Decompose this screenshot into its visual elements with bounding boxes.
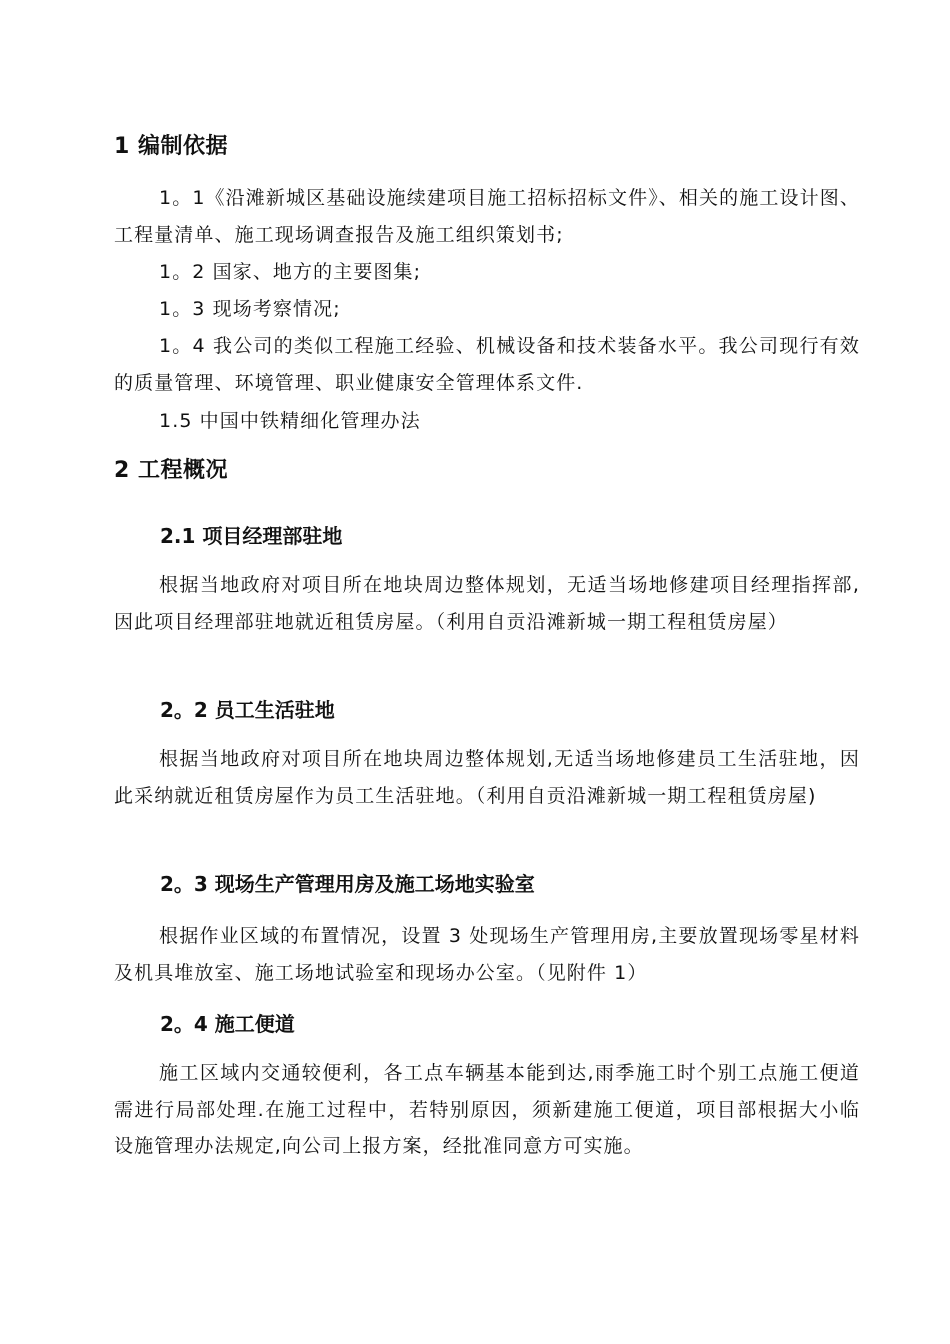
- subsection-heading-2-3: 2。3 现场生产管理用房及施工场地实验室: [160, 872, 535, 896]
- section-heading-2: 2 工程概况: [114, 458, 228, 483]
- subsection-body-2-4: 施工区域内交通较便利，各工点车辆基本能到达,雨季施工时个别工点施工便道需进行局部处理.在施工过程中，若特别原因，须新建施工便道，项目部根据大小临设施管理办法规定,向公司上报方案，经批准同意方可实施。: [114, 1062, 860, 1157]
- subsection-body-2-3: 根据作业区域的布置情况，设置 3 处现场生产管理用房,主要放置现场零星材料及机具堆放室、施工场地试验室和现场办公室。（见附件 1）: [114, 925, 860, 984]
- subsection-body-2-2: 根据当地政府对项目所在地块周边整体规划,无适当场地修建员工生活驻地，因此采纳就近租赁房屋作为员工生活驻地。（利用自贡沿滩新城一期工程租赁房屋): [114, 748, 860, 807]
- basis-item-1: 1。1《沿滩新城区基础设施续建项目施工招标招标文件》、相关的施工设计图、工程量清单、施工现场调查报告及施工组织策划书;: [114, 187, 860, 246]
- section-heading-1: 1 编制依据: [114, 134, 228, 159]
- basis-item-5: 1.5 中国中铁精细化管理办法: [159, 410, 421, 432]
- basis-item-2: 1。2 国家、地方的主要图集;: [159, 261, 422, 283]
- basis-item-4: 1。4 我公司的类似工程施工经验、机械设备和技术装备水平。我公司现行有效的质量管理、环境管理、职业健康安全管理体系文件.: [114, 335, 860, 394]
- basis-item-3: 1。3 现场考察情况;: [159, 298, 341, 320]
- subsection-body-2-1: 根据当地政府对项目所在地块周边整体规划，无适当场地修建项目经理指挥部,因此项目经理部驻地就近租赁房屋。（利用自贡沿滩新城一期工程租赁房屋）: [114, 574, 860, 633]
- subsection-heading-2-2: 2。2 员工生活驻地: [160, 698, 335, 722]
- subsection-heading-2-1: 2.1 项目经理部驻地: [160, 524, 343, 548]
- subsection-heading-2-4: 2。4 施工便道: [160, 1012, 295, 1036]
